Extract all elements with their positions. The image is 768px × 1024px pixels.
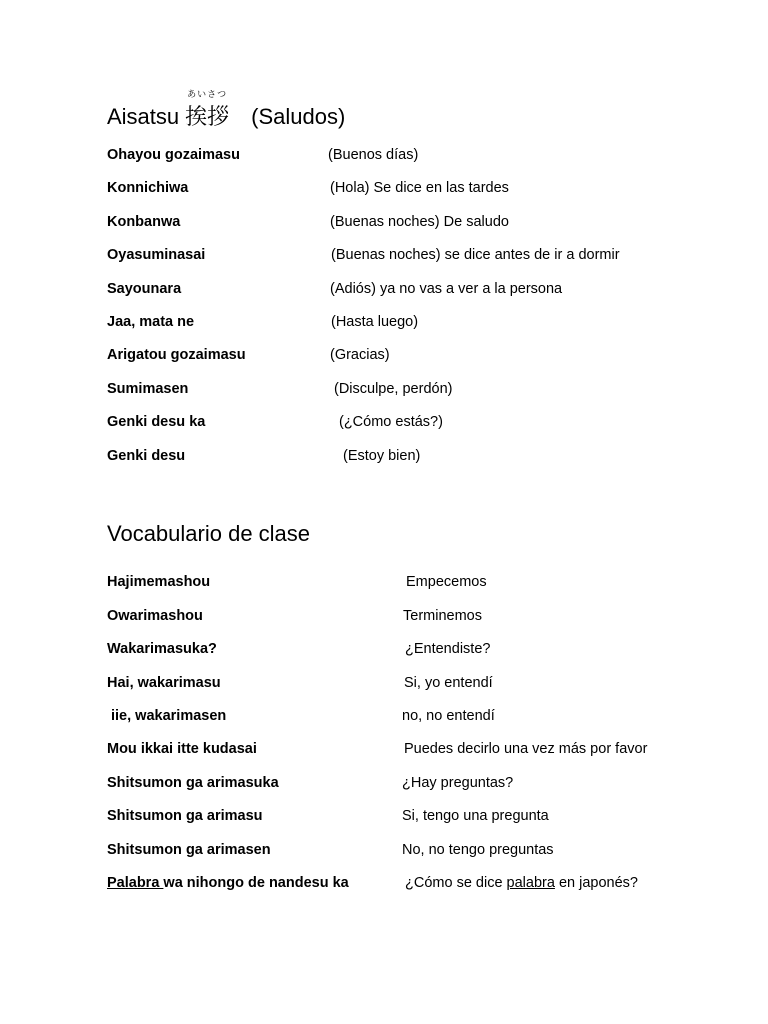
list-item (0, 741, 768, 761)
phrase-japanese: iie, wakarimasen (111, 708, 227, 724)
list-item (0, 180, 768, 200)
list-item (0, 381, 768, 401)
underlined-word: palabra (506, 875, 555, 891)
phrase-japanese: Genki desu ka (107, 414, 206, 430)
list-item (0, 842, 768, 862)
list-item (0, 608, 768, 628)
phrase-translation: Si, yo entendí (404, 675, 493, 691)
list-item (0, 414, 768, 434)
phrase-japanese: Konnichiwa (107, 180, 189, 196)
phrase-translation: (Gracias) (330, 347, 390, 363)
title-ruby: あいさつ (187, 89, 228, 99)
phrase-translation: Empecemos (406, 574, 487, 590)
list-item (0, 214, 768, 234)
list-item (0, 448, 768, 468)
phrase-translation: (Buenas noches) De saludo (330, 214, 509, 230)
phrase-japanese: Shitsumon ga arimasu (107, 808, 263, 824)
phrase-translation: (Adiós) ya no vas a ver a la persona (330, 281, 563, 297)
phrase-translation: Puedes decirlo una vez más por favor (404, 741, 648, 757)
phrase-translation: (¿Cómo estás?) (339, 414, 443, 430)
phrase-japanese: Shitsumon ga arimasuka (107, 775, 279, 791)
phrase-japanese: Arigatou gozaimasu (107, 347, 246, 363)
phrase-japanese: Hajimemashou (107, 574, 211, 590)
phrase-japanese: Oyasuminasai (107, 247, 206, 263)
list-item (0, 875, 768, 895)
phrase-translation: (Hasta luego) (331, 314, 419, 330)
list-item (0, 641, 768, 661)
phrase-japanese: Hai, wakarimasu (107, 675, 221, 691)
phrase-japanese: Genki desu (107, 448, 186, 464)
phrase-translation: ¿Hay preguntas? (402, 775, 514, 791)
phrase-translation: ¿Entendiste? (405, 641, 491, 657)
list-item (0, 247, 768, 267)
phrase-japanese: Sumimasen (107, 381, 189, 397)
phrase-translation: Si, tengo una pregunta (402, 808, 549, 824)
phrase-japanese: Mou ikkai itte kudasai (107, 741, 257, 757)
phrase-translation: (Estoy bien) (343, 448, 421, 464)
list-item (0, 574, 768, 594)
section-title-saludos (107, 89, 346, 131)
list-item (0, 314, 768, 334)
phrase-japanese: Konbanwa (107, 214, 181, 230)
list-item (0, 281, 768, 301)
list-item (0, 775, 768, 795)
list-item (0, 347, 768, 367)
section-title-vocabulario: Vocabulario de clase (107, 521, 311, 546)
phrase-japanese: Palabra wa nihongo de nandesu ka (107, 875, 349, 891)
phrase-translation: no, no entendí (402, 708, 495, 724)
underlined-word: Palabra (107, 875, 164, 891)
phrase-translation: (Buenos días) (328, 147, 419, 163)
phrase-japanese: Wakarimasuka? (107, 641, 217, 657)
phrase-japanese: Shitsumon ga arimasen (107, 842, 271, 858)
phrase-japanese: Sayounara (107, 281, 182, 297)
phrase-japanese: Ohayou gozaimasu (107, 147, 240, 163)
list-item (0, 675, 768, 695)
list-item (0, 708, 768, 728)
phrase-translation: (Buenas noches) se dice antes de ir a dormir (331, 247, 620, 263)
phrase-translation: No, no tengo preguntas (402, 842, 554, 858)
phrase-translation: (Hola) Se dice en las tardes (330, 180, 509, 196)
title-text: Aisatsu (107, 104, 180, 129)
phrase-japanese: Owarimashou (107, 608, 203, 624)
phrase-translation: (Disculpe, perdón) (334, 381, 453, 397)
list-item (0, 147, 768, 167)
title-kanji: あいさつ 挨拶 (185, 89, 230, 129)
title-subtitle: (Saludos) (251, 104, 346, 129)
phrase-japanese: Jaa, mata ne (107, 314, 195, 330)
phrase-translation: ¿Cómo se dice palabra en japonés? (405, 875, 638, 891)
list-item (0, 808, 768, 828)
phrase-translation: Terminemos (403, 608, 482, 624)
